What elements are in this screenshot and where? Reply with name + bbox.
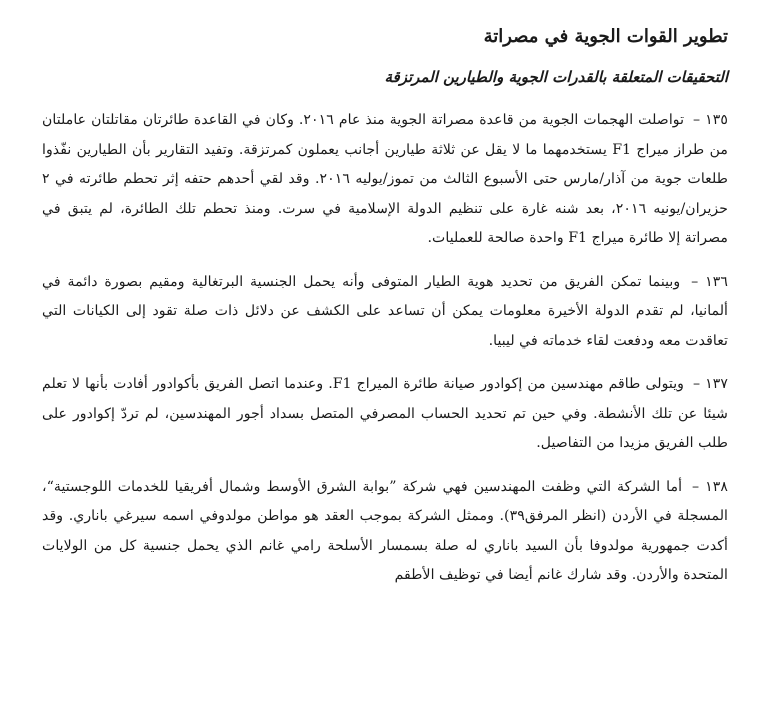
paragraph-number: ١٣٥ – [693, 112, 728, 128]
paragraph-text: ويتولى طاقم مهندسين من إكوادور صيانة طائرة الميراج F1. وعندما اتصل الفريق بأكوادور أفادت بأنها لا تعلم شيئا عن تلك الأنشطة. وفي حين تم تحديد الحساب المصرفي المتصل بسداد أجور المهندسين، لم تردّ إكوادور على طلب الفريق مزيدا من التفاصيل. [42, 376, 728, 451]
paragraph-text: أما الشركة التي وظفت المهندسين فهي شركة ”بوابة الشرق الأوسط وشمال أفريقيا للخدمات اللوجستية“، المسجلة في الأردن (انظر المرفق٣٩). وممثل الشركة بموجب العقد هو مواطن مولدوفي اسمه سيرغي باناري. وقد أكدت جمهورية مولدوفا بأن السيد باناري له صلة بسمسار الأسلحة رامي غانم الذي يحمل جنسية كل من الولايات المتحدة والأردن. وقد شارك غانم أيضا في توظيف الأطقم [42, 478, 728, 583]
section-title: تطوير القوات الجوية في مصراتة [483, 26, 728, 47]
paragraph-135 [42, 106, 728, 254]
paragraph-number: ١٣٦ – [691, 273, 728, 290]
paragraph-137 [42, 370, 728, 459]
paragraph-text: تواصلت الهجمات الجوية من قاعدة مصراتة الجوية منذ عام ٢٠١٦. وكان في القاعدة طائرتان مقاتلتان عاملتان من طراز ميراج F1 يستخدمهما ما لا يقل عن ثلاثة طيارين أجانب يعملون كمرتزقة. وتفيد التقارير بأن الطيارين نفّذوا طلعات جوية من آذار/مارس حتى الأسبوع الثالث من تموز/يوليه ٢٠١٦. وقد لقي أحدهم حتفه إثر تحطم طائرته في ٢ حزيران/يونيه ٢٠١٦، بعد شنه غارة على تنظيم الدولة الإسلامية في سرت. ومنذ تحطم تلك الطائرة، لم يتبق في مصراتة إلا طائرة ميراج F1 واحدة صالحة للعمليات. [42, 112, 729, 246]
section-subtitle: التحقيقات المتعلقة بالقدرات الجوية والطيارين المرتزقة [384, 68, 728, 86]
paragraph-138 [42, 473, 728, 591]
paragraph-text: وبينما تمكن الفريق من تحديد هوية الطيار المتوفى وأنه يحمل الجنسية البرتغالية ومقيم بصورة دائمة في ألمانيا، لم تقدم الدولة الأخيرة معلومات يمكن أن تساعد على الكشف عن دلائل ذات صلة تقود إلى الكيانات التي تعاقدت معه ودفعت لقاء خدماته في ليبيا. [42, 273, 728, 349]
paragraph-number: ١٣٧ – [693, 376, 728, 392]
paragraph-136 [42, 268, 728, 357]
paragraph-number: ١٣٨ – [692, 478, 728, 495]
